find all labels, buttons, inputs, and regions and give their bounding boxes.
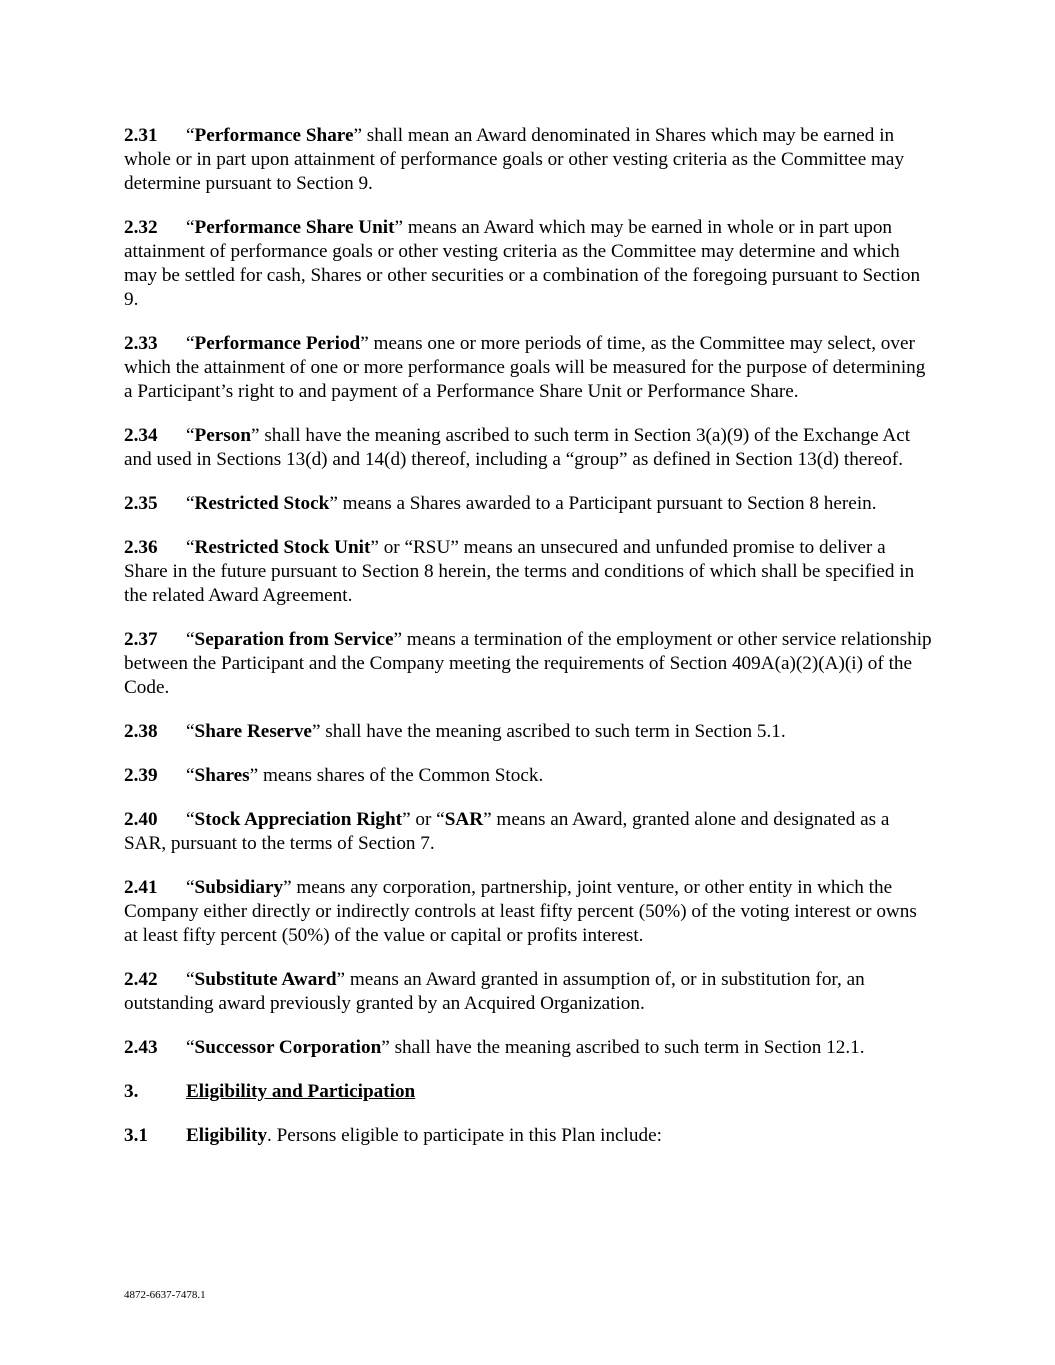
- defined-term-alias: SAR: [444, 809, 484, 830]
- definition-text: ” shall have the meaning ascribed to such term in Section 3(a)(9) of the Exchange Act and used in Sections 13(d) and 14(d) thereof, including a “group” as defined in Section 13(d) thereof.: [124, 425, 911, 470]
- definition-2-37: [124, 628, 934, 700]
- definition-text: ” means an Award granted in assumption of, or in substitution for, an outstanding award previously granted by an Acquired Organization.: [124, 969, 865, 1014]
- definition-text: ” means shares of the Common Stock.: [249, 765, 544, 786]
- definition-2-31: [124, 124, 934, 196]
- definition-2-35: [124, 492, 934, 516]
- definition-text: ” means one or more periods of time, as the Committee may select, over which the attainment of one or more performance goals will be measured for the purpose of determining a Participant’s right to and payment of a Performance Share Unit or Performance Share.: [124, 333, 926, 402]
- definition-2-34: [124, 424, 934, 472]
- defined-term: Substitute Award: [194, 969, 337, 990]
- defined-term: Shares: [194, 765, 250, 786]
- definition-text: ” shall mean an Award denominated in Shares which may be earned in whole or in part upon attainment of performance goals or other vesting criteria as the Committee may determine pursuant to Section 9.: [124, 125, 905, 194]
- definition-2-42: [124, 968, 934, 1016]
- open-quote: “: [186, 765, 195, 786]
- section-number: 2.33: [124, 333, 158, 354]
- open-quote: “: [186, 125, 195, 146]
- definition-text: ” shall have the meaning ascribed to such term in Section 12.1.: [381, 1037, 865, 1058]
- section-number: 2.39: [124, 765, 158, 786]
- definition-text: ” means an Award, granted alone and designated as a SAR, pursuant to the terms of Section 7.: [124, 809, 890, 854]
- defined-term: Stock Appreciation Right: [194, 809, 403, 830]
- document-body: [124, 124, 934, 1168]
- definition-2-33: [124, 332, 934, 404]
- open-quote: “: [186, 721, 195, 742]
- defined-term: Performance Share: [194, 125, 354, 146]
- defined-term: Share Reserve: [194, 721, 312, 742]
- definition-2-36: [124, 536, 934, 608]
- open-quote: “: [186, 537, 195, 558]
- definition-2-32: [124, 216, 934, 312]
- defined-term: Subsidiary: [194, 877, 284, 898]
- defined-term: Successor Corporation: [194, 1037, 382, 1058]
- section-number: 2.40: [124, 809, 158, 830]
- document-id-footer: 4872-6637-7478.1: [124, 1289, 206, 1301]
- defined-term: Person: [194, 425, 252, 446]
- open-quote: “: [186, 809, 195, 830]
- section-number: 2.41: [124, 877, 158, 898]
- section-number: 2.35: [124, 493, 158, 514]
- definition-text: ” means an Award which may be earned in whole or in part upon attainment of performance goals or other vesting criteria as the Committee may determine and which may be settled for cash, Shares or other securities or a combination of the foregoing pursuant to Section 9.: [124, 217, 921, 310]
- definition-text: ” shall have the meaning ascribed to such term in Section 5.1.: [311, 721, 786, 742]
- section-number: 2.32: [124, 217, 158, 238]
- open-quote: “: [186, 877, 195, 898]
- section-number: 2.37: [124, 629, 158, 650]
- section-number: 2.34: [124, 425, 158, 446]
- definition-2-40: [124, 808, 934, 856]
- open-quote: “: [186, 425, 195, 446]
- definition-text: ” means any corporation, partnership, joint venture, or other entity in which the Company either directly or indirectly controls at least fifty percent (50%) of the voting interest or owns at least fifty percent (50%) of the value or capital or profits interest.: [124, 877, 917, 946]
- section-number: 3.1: [124, 1125, 148, 1146]
- section-title: Eligibility and Participation: [186, 1081, 416, 1102]
- section-number: 2.31: [124, 125, 158, 146]
- section-heading-3: [124, 1080, 934, 1104]
- definition-2-43: [124, 1036, 934, 1060]
- definition-2-39: [124, 764, 934, 788]
- open-quote: “: [186, 969, 195, 990]
- open-quote: “: [186, 1037, 195, 1058]
- defined-term: Performance Period: [194, 333, 361, 354]
- open-quote: “: [186, 629, 195, 650]
- section-number: 2.38: [124, 721, 158, 742]
- definition-2-38: [124, 720, 934, 744]
- subsection-3-1: [124, 1124, 934, 1148]
- open-quote: “: [186, 217, 195, 238]
- subsection-text: . Persons eligible to participate in this Plan include:: [267, 1125, 662, 1146]
- defined-term: Restricted Stock: [194, 493, 330, 514]
- defined-term: Performance Share Unit: [194, 217, 395, 238]
- subsection-term: Eligibility: [186, 1125, 268, 1146]
- section-number: 3.: [124, 1081, 139, 1102]
- defined-term: Restricted Stock Unit: [194, 537, 371, 558]
- section-number: 2.36: [124, 537, 158, 558]
- definition-text: ” means a termination of the employment or other service relationship between the Participant and the Company meeting the requirements of Section 409A(a)(2)(A)(i) of the Code.: [124, 629, 932, 698]
- definition-2-41: [124, 876, 934, 948]
- definition-text: ” means a Shares awarded to a Participant pursuant to Section 8 herein.: [329, 493, 877, 514]
- open-quote: “: [186, 333, 195, 354]
- defined-term: Separation from Service: [194, 629, 394, 650]
- section-number: 2.43: [124, 1037, 158, 1058]
- definition-text: ” or “RSU” means an unsecured and unfunded promise to deliver a Share in the future pursuant to Section 8 herein, the terms and conditions of which shall be specified in the related Award Agreement.: [124, 537, 915, 606]
- definition-connector: ” or “: [402, 809, 445, 830]
- section-number: 2.42: [124, 969, 158, 990]
- open-quote: “: [186, 493, 195, 514]
